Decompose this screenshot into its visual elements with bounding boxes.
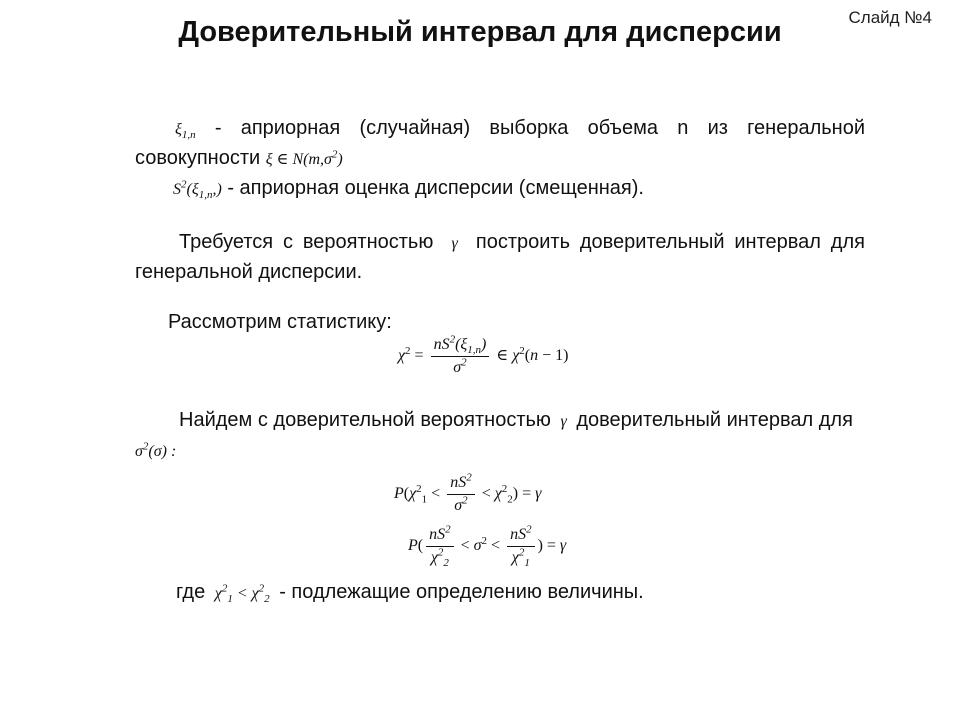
paragraph-estimate xyxy=(135,174,865,204)
paragraph-requirement xyxy=(135,228,865,287)
estimate-text: - априорная оценка дисперсии (смещенная). xyxy=(227,177,644,199)
distribution-formula: ξ ∈ $N(m,\sigma^2)$ xyxy=(265,148,343,168)
sample-text: - априорная (случайная) выборка объема n из генеральной совокупности xyxy=(135,117,865,169)
requirement-text-a: Требуется с вероятностью xyxy=(179,231,434,253)
where-text-b: - подлежащие определению величины. xyxy=(279,581,644,603)
sigma-squared-symbol: $\sigma^2(\sigma)$ : xyxy=(135,440,177,460)
probability-formula-2: P( $\frac{nS^2}{\chi^2_2}$ < $\sigma^2$ < $\frac{nS^2}{\chi^2_1}$ ) = γ xyxy=(408,523,567,570)
interval-text-a: Найдем с доверительной вероятностью xyxy=(179,409,551,431)
variance-estimate-symbol: $S^2(\xi_{1,n},)$ xyxy=(173,178,222,202)
slide-title: Доверительный интервал для дисперсии xyxy=(178,16,782,48)
gamma-symbol-2: γ xyxy=(556,413,571,430)
statistic-text: Рассмотрим статистику: xyxy=(168,311,392,333)
chi-inequality: $\chi^2_1 < \chi^2_2$ xyxy=(210,582,270,606)
paragraph-sample xyxy=(135,114,865,174)
gamma-symbol: γ xyxy=(443,235,467,252)
interval-text-b: доверительный интервал для xyxy=(576,409,853,431)
chi-square-formula: $\chi^2$ = $\frac{nS^2(\xi_{1,n})}{\sigma^2}$ ∈ $\chi^2(n - 1)$ xyxy=(398,333,569,376)
where-text-a: где xyxy=(176,581,206,603)
probability-formula-1: $P(\chi^2_1$ < $\frac{nS^2}{\sigma^2}$ < $\chi^2_2) = \gamma$ xyxy=(394,471,542,514)
paragraph-where xyxy=(135,578,865,608)
paragraph-interval xyxy=(135,406,865,466)
sample-symbol: $\xi_{1,n}$ xyxy=(175,121,196,142)
paragraph-statistic xyxy=(135,308,865,337)
slide-number: Слайд №4 xyxy=(848,8,932,27)
requirement-text-b: построить доверительный интервал для генеральной дисперсии. xyxy=(135,231,865,283)
